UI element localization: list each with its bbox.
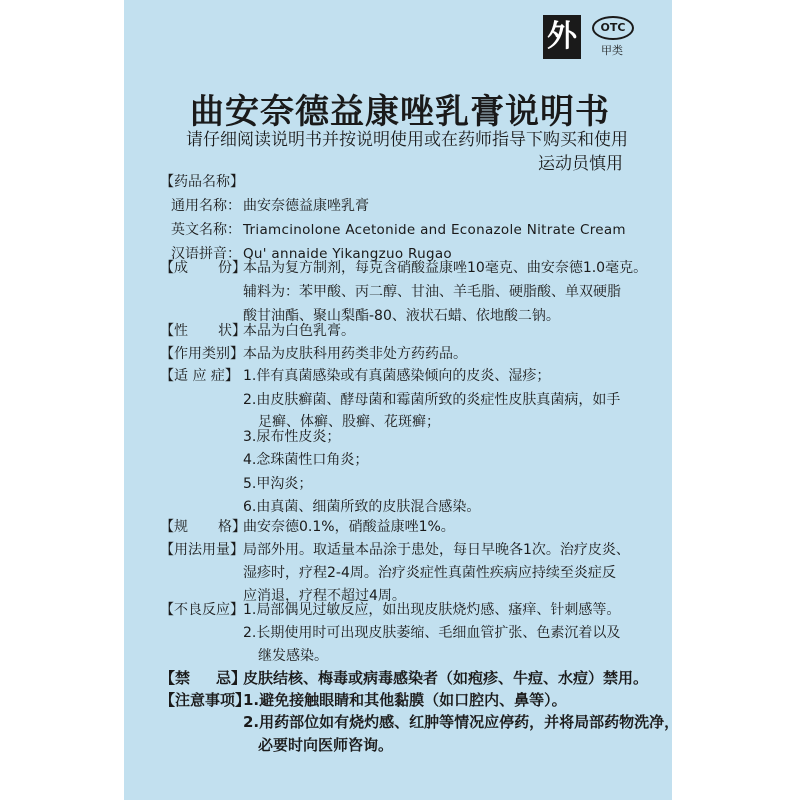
dosage-line-1: 局部外用。取适量本品涂于患处，每日早晚各1次。治疗皮炎、 [243, 542, 630, 558]
section-label-composition [160, 256, 246, 280]
usage-notice: 请仔细阅读说明书并按说明使用或在药师指导下购买和使用 [186, 130, 628, 150]
section-label-contraindications [160, 666, 246, 690]
pinyin-value: Qu' annaide Yikangzuo Rugao [243, 246, 452, 262]
composition-label-close: 份】 [218, 260, 246, 276]
composition-line-1: 本品为复方制剂，每克含硝酸益康唑10毫克、曲安奈德1.0毫克。 [243, 260, 648, 276]
pinyin-label: 汉语拼音： [171, 246, 241, 262]
otc-class-label: 甲类 [601, 44, 623, 57]
section-label-spec [160, 515, 246, 539]
indication-line-7: 6.由真菌、细菌所致的皮肤混合感染。 [243, 499, 481, 515]
dosage-line-2: 湿疹时，疗程2-4周。治疗炎症性真菌性疾病应持续至炎症反 [243, 565, 616, 581]
indication-line-2: 2.由皮肤癣菌、酵母菌和霉菌所致的炎症性皮肤真菌病，如手 [243, 392, 621, 408]
composition-line-3: 酸甘油酯、聚山梨酯-80、液状石蜡、依地酸二钠。 [243, 308, 560, 324]
composition-line-2: 辅料为：苯甲酸、丙二醇、甘油、羊毛脂、硬脂酸、单双硬脂 [243, 284, 621, 300]
appearance-label-close: 状】 [218, 323, 246, 339]
indication-line-1: 1.伴有真菌感染或有真菌感染倾向的皮炎、湿疹； [243, 368, 551, 384]
category-text: 本品为皮肤科用药类非处方药药品。 [243, 346, 467, 362]
adverse-line-3: 继发感染。 [258, 648, 328, 664]
section-label-indications: 【适 应 症】 [160, 368, 239, 384]
otc-badge [592, 16, 632, 56]
precaution-line-2: 2.用药部位如有烧灼感、红肿等情况应停药，并将局部药物洗净， [243, 713, 680, 731]
common-name-value: 曲安奈德益康唑乳膏 [243, 198, 369, 214]
section-label-name: 【药品名称】 [160, 174, 244, 190]
contraindications-label-open: 【禁 [160, 669, 191, 687]
appearance-text: 本品为白色乳膏。 [243, 323, 355, 339]
spec-text: 曲安奈德0.1%，硝酸益康唑1%。 [243, 519, 455, 535]
adverse-line-2: 2.长期使用时可出现皮肤萎缩、毛细血管扩张、色素沉着以及 [243, 625, 621, 641]
indication-line-5: 4.念珠菌性口角炎； [243, 452, 369, 468]
contraindications-label-close: 忌】 [216, 669, 247, 687]
common-name-label: 通用名称： [171, 198, 241, 214]
section-label-dosage: 【用法用量】 [160, 542, 244, 558]
section-label-precautions: 【注意事项】 [160, 691, 251, 709]
document-title: 曲安奈德益康唑乳膏说明书 [190, 92, 610, 132]
spec-label-close: 格】 [218, 519, 246, 535]
indication-line-4: 3.尿布性皮炎； [243, 429, 341, 445]
english-name-label: 英文名称： [171, 222, 241, 238]
section-label-appearance [160, 319, 246, 343]
section-label-category: 【作用类别】 [160, 346, 244, 362]
otc-oval-mark: OTC [592, 16, 634, 40]
dosage-line-3: 应消退，疗程不超过4周。 [243, 588, 406, 604]
precaution-line-3: 必要时向医师咨询。 [258, 736, 394, 754]
section-label-adverse: 【不良反应】 [160, 602, 244, 618]
spec-label-open: 【规 [160, 519, 188, 535]
appearance-label-open: 【性 [160, 323, 188, 339]
composition-label-open: 【成 [160, 260, 188, 276]
english-name-value: Triamcinolone Acetonide and Econazole Nitrate Cream [243, 222, 626, 238]
adverse-line-1: 1.局部偶见过敏反应，如出现皮肤烧灼感、瘙痒、针刺感等。 [243, 602, 621, 618]
indication-line-6: 5.甲沟炎； [243, 476, 313, 492]
indication-line-3: 足癣、体癣、股癣、花斑癣； [258, 414, 440, 430]
athlete-warning: 运动员慎用 [538, 154, 623, 174]
contraindications-text: 皮肤结核、梅毒或病毒感染者（如疱疹、牛痘、水痘）禁用。 [243, 669, 649, 687]
external-use-badge: 外 [543, 15, 581, 59]
precaution-line-1: 1.避免接触眼睛和其他黏膜（如口腔内、鼻等）。 [243, 691, 567, 709]
